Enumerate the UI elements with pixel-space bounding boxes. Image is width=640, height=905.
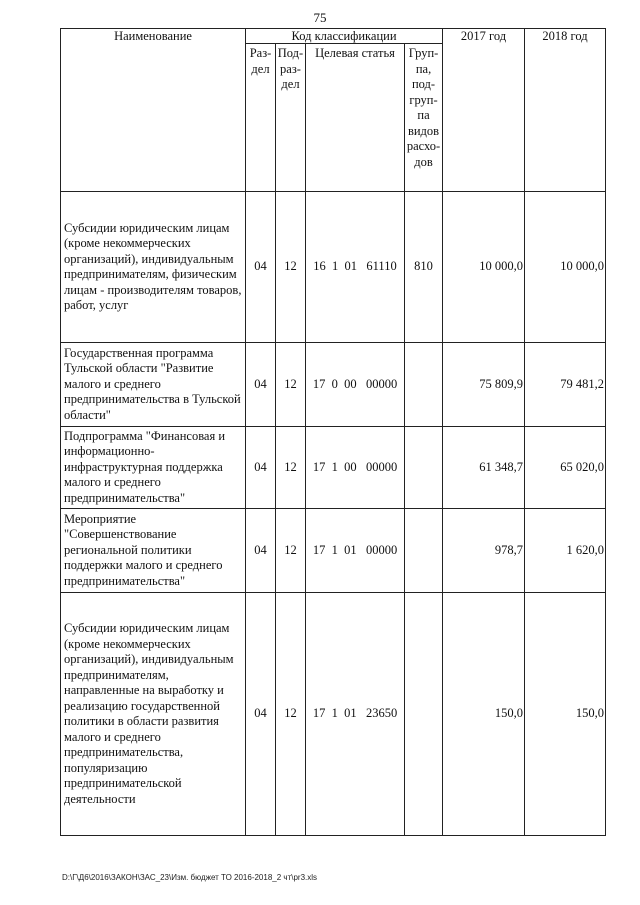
- row-name: Субсидии юридическим лицам (кроме некоммерческих организаций), индивидуальным предпринимателям, направленные на выработку и реализацию государственной политики в области развития малого и среднего предпринимательства, популяризацию предпринимательской деятельности: [61, 593, 246, 836]
- row-value-2018: 150,0: [525, 593, 606, 836]
- table-row: [61, 593, 606, 836]
- row-target-article: 17 0 00 00000: [306, 343, 405, 427]
- table-row: [61, 509, 606, 593]
- row-value-2018: 1 620,0: [525, 509, 606, 593]
- row-subsection: 12: [276, 427, 306, 509]
- file-path-footer: D:\Г\Д6\2016\ЗАКОН\ЗАС_23\Изм. бюджет ТО 2016-2018_2 чт\pr3.xls: [62, 873, 318, 882]
- row-value-2017: 75 809,9: [443, 343, 525, 427]
- row-expense-group: [405, 509, 443, 593]
- header-name: Наименование: [61, 29, 246, 192]
- table-row: [61, 343, 606, 427]
- header-classification: Код классификации: [246, 29, 443, 44]
- row-name: Государственная программа Тульской области "Развитие малого и среднего предпринимательства в Тульской области": [61, 343, 246, 427]
- row-name: Мероприятие "Совершенствование региональной политики поддержки малого и среднего предпринимательства": [61, 509, 246, 593]
- table-row: [61, 427, 606, 509]
- row-section: 04: [246, 593, 276, 836]
- header-section: Раз- дел: [246, 44, 276, 192]
- row-section: 04: [246, 509, 276, 593]
- row-target-article: 17 1 01 00000: [306, 509, 405, 593]
- header-expense-group: Груп- па, под- груп- па видов расхо- дов: [405, 44, 443, 192]
- row-expense-group: [405, 343, 443, 427]
- row-section: 04: [246, 427, 276, 509]
- header-year-2017: 2017 год: [443, 29, 525, 192]
- row-target-article: 16 1 01 61110: [306, 192, 405, 343]
- row-value-2018: 79 481,2: [525, 343, 606, 427]
- row-value-2017: 10 000,0: [443, 192, 525, 343]
- header-row-top: [61, 29, 606, 44]
- table-row: [61, 192, 606, 343]
- header-year-2018: 2018 год: [525, 29, 606, 192]
- row-expense-group: 810: [405, 192, 443, 343]
- row-value-2017: 61 348,7: [443, 427, 525, 509]
- row-section: 04: [246, 343, 276, 427]
- row-expense-group: [405, 427, 443, 509]
- row-value-2017: 978,7: [443, 509, 525, 593]
- row-section: 04: [246, 192, 276, 343]
- row-subsection: 12: [276, 343, 306, 427]
- row-name: Подпрограмма "Финансовая и информационно-инфраструктурная поддержка малого и среднего предпринимательства": [61, 427, 246, 509]
- header-target-article: Целевая статья: [306, 44, 405, 192]
- row-subsection: 12: [276, 509, 306, 593]
- row-subsection: 12: [276, 192, 306, 343]
- row-value-2017: 150,0: [443, 593, 525, 836]
- page-number: 75: [313, 10, 327, 25]
- row-value-2018: 65 020,0: [525, 427, 606, 509]
- row-name: Субсидии юридическим лицам (кроме некоммерческих организаций), индивидуальным предпринимателям, физическим лицам - производителям товаров, работ, услуг: [61, 192, 246, 343]
- row-expense-group: [405, 593, 443, 836]
- budget-table: [60, 28, 606, 836]
- row-target-article: 17 1 01 23650: [306, 593, 405, 836]
- row-target-article: 17 1 00 00000: [306, 427, 405, 509]
- header-subsection: Под- раз- дел: [276, 44, 306, 192]
- row-value-2018: 10 000,0: [525, 192, 606, 343]
- row-subsection: 12: [276, 593, 306, 836]
